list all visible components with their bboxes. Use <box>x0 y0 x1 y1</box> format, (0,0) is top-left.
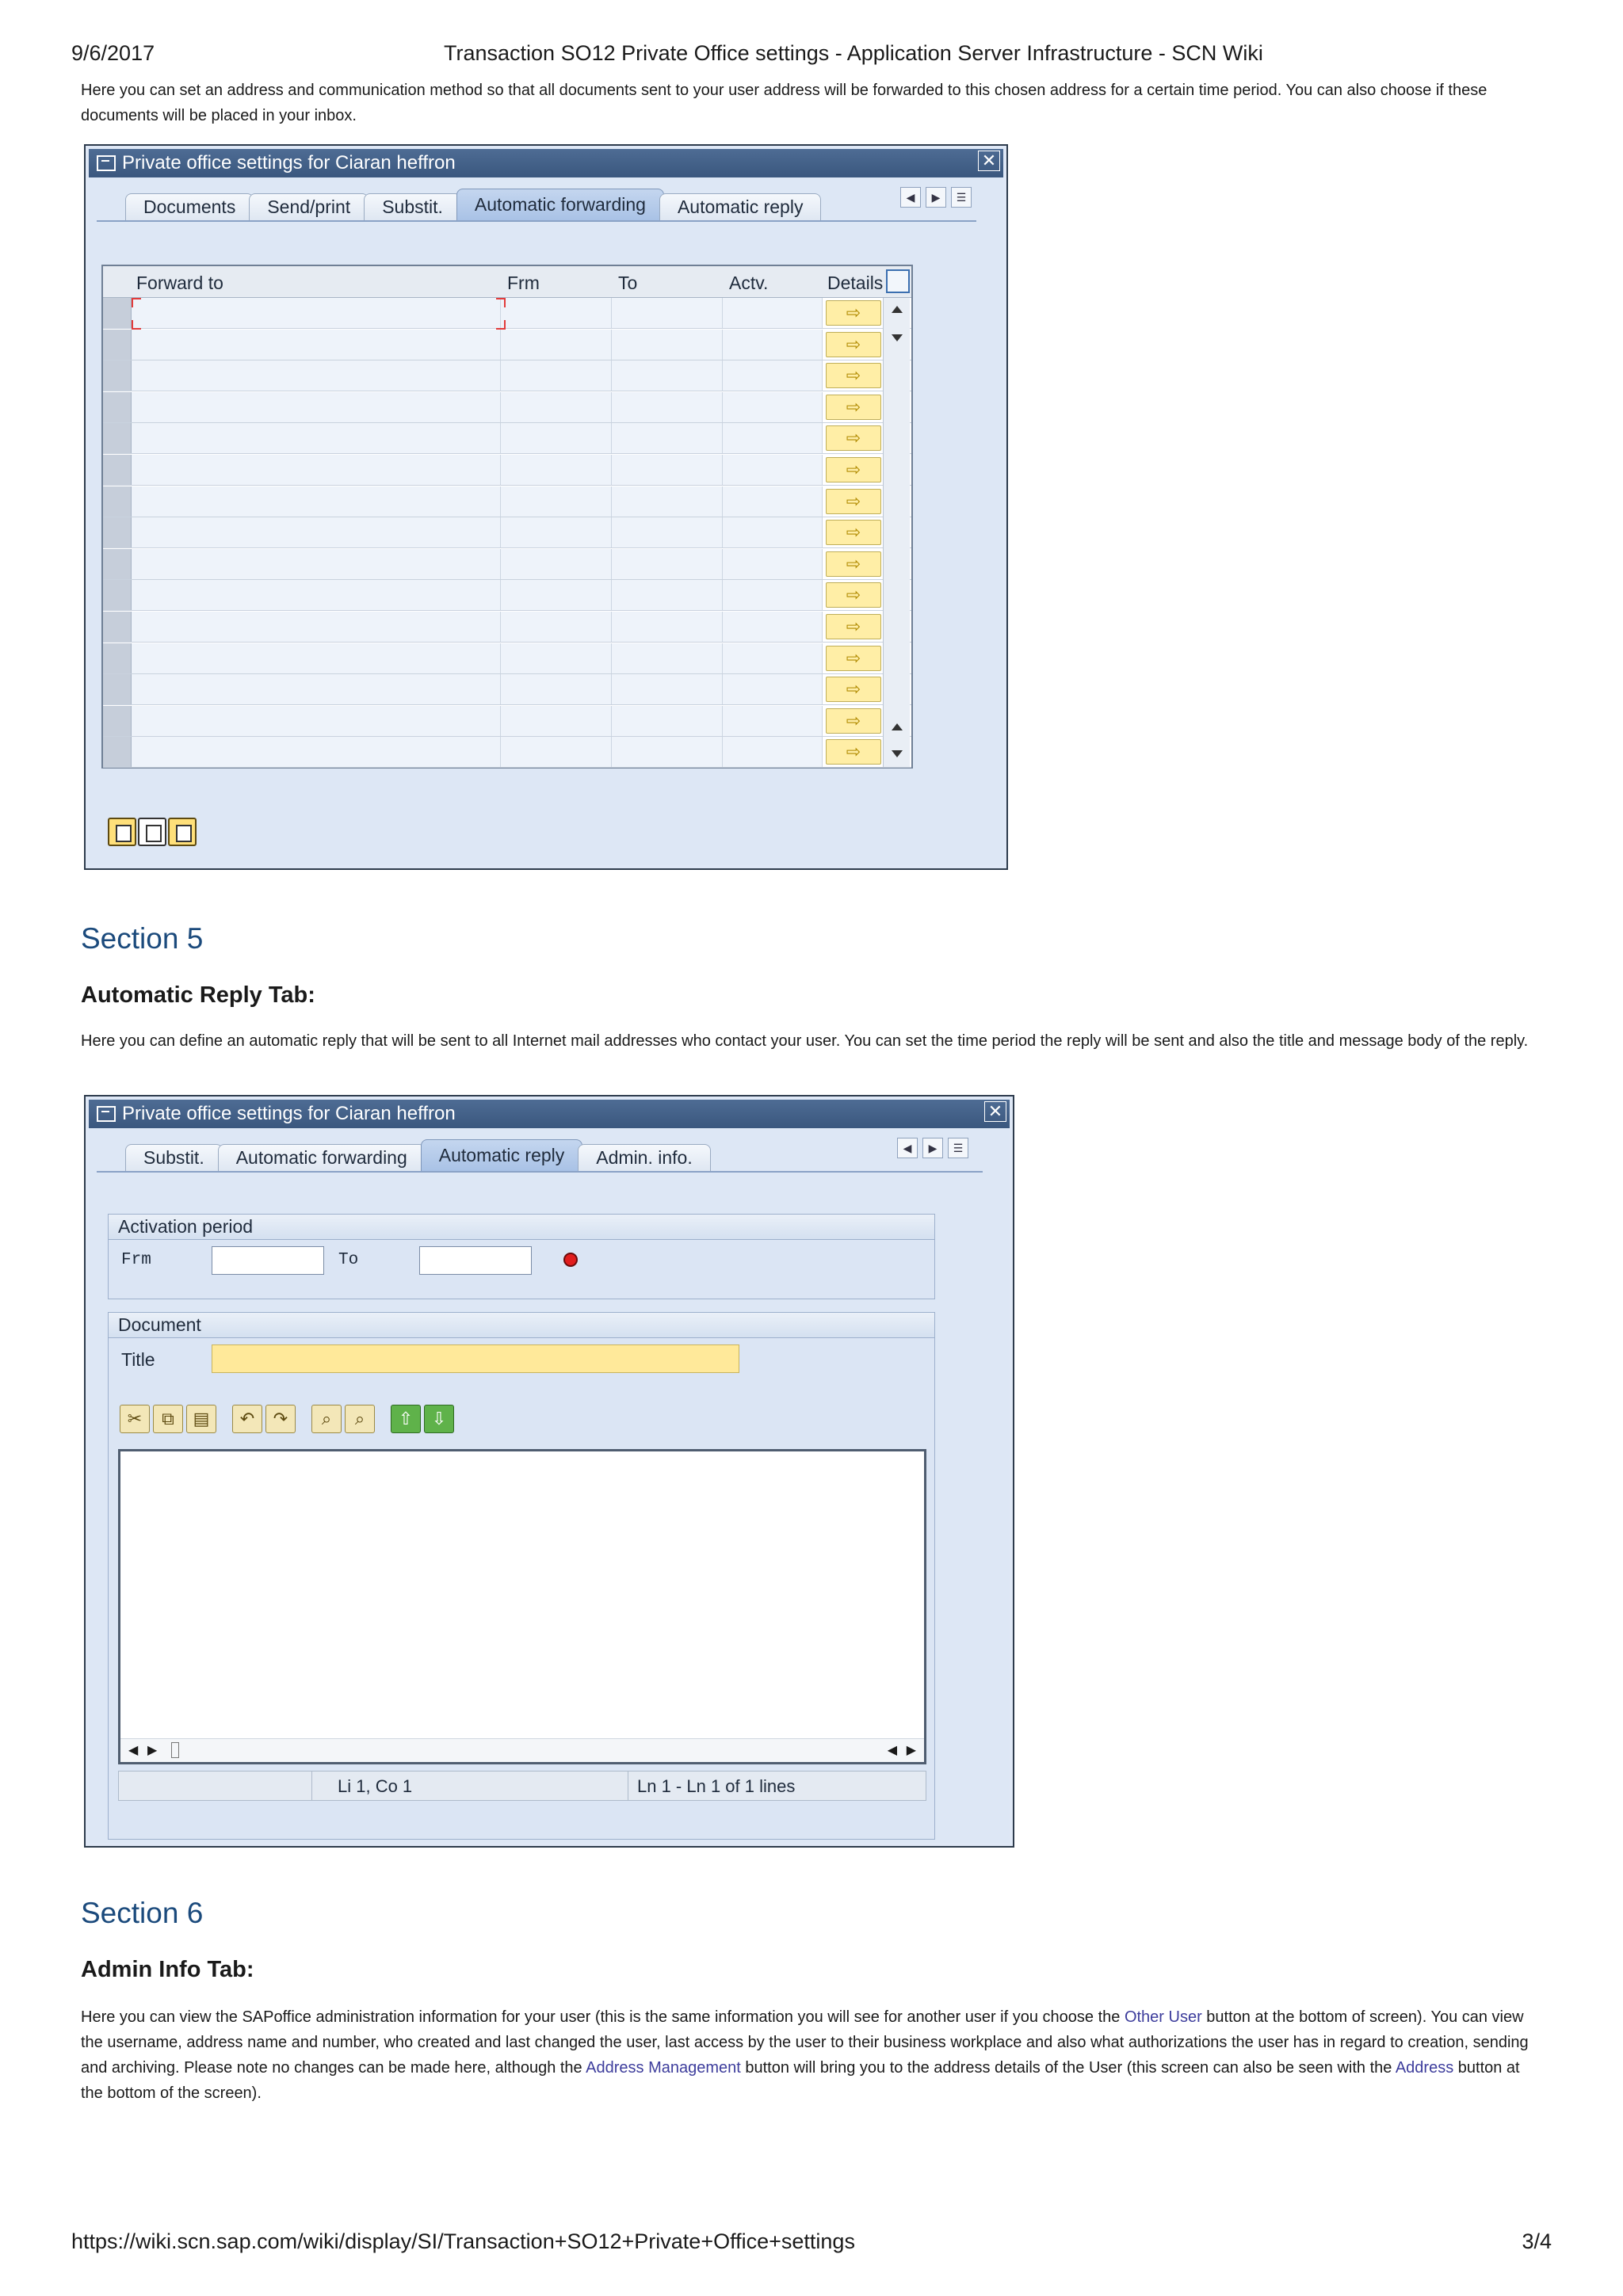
copy-icon[interactable]: ⧉ <box>153 1405 183 1433</box>
from-cell[interactable] <box>501 392 612 422</box>
close-icon[interactable]: ✕ <box>984 1101 1006 1122</box>
active-cell[interactable] <box>723 643 823 673</box>
title-input[interactable] <box>212 1344 739 1373</box>
table-row[interactable] <box>103 549 911 580</box>
table-row[interactable] <box>103 392 911 423</box>
window-title: Private office settings for Ciaran heffron <box>122 152 456 174</box>
to-cell[interactable] <box>612 392 723 422</box>
from-cell[interactable] <box>501 612 612 642</box>
scroll-right-icon[interactable]: ▶ <box>147 1744 158 1757</box>
vertical-scrollbar[interactable] <box>883 298 910 767</box>
forward-to-cell[interactable] <box>132 612 501 642</box>
section-6-heading: Section 6 <box>81 1897 204 1929</box>
tab-list-icon[interactable]: ☰ <box>948 1138 968 1158</box>
scroll-page-down-icon[interactable] <box>892 750 903 757</box>
arrow-right-icon[interactable]: ⇨ <box>826 425 881 451</box>
row-selector[interactable] <box>103 549 132 579</box>
tab-strip <box>101 1136 706 1171</box>
active-cell[interactable] <box>723 612 823 642</box>
section-5-heading: Section 5 <box>81 922 204 955</box>
from-cell[interactable] <box>501 706 612 736</box>
table-row[interactable] <box>103 643 911 674</box>
table-row[interactable] <box>103 486 911 517</box>
to-cell[interactable] <box>612 549 723 579</box>
status-lines: Ln 1 - Ln 1 of 1 lines <box>637 1776 796 1796</box>
active-cell[interactable] <box>723 360 823 391</box>
arrow-right-icon[interactable]: ⇨ <box>826 489 881 514</box>
window-title-bar <box>89 1100 1010 1128</box>
editor-status-bar <box>118 1771 926 1801</box>
tab-scroll-right-icon[interactable]: ▶ <box>926 187 946 208</box>
from-cell[interactable] <box>501 298 612 328</box>
tab-divider <box>97 220 976 222</box>
row-selector[interactable] <box>103 737 132 767</box>
table-header <box>103 266 911 298</box>
row-selector[interactable] <box>103 360 132 391</box>
status-cell-empty <box>119 1772 312 1800</box>
activation-period-group <box>108 1214 935 1299</box>
row-selector[interactable] <box>103 392 132 422</box>
activation-period-heading: Activation period <box>109 1215 934 1240</box>
address-link[interactable]: Address <box>1395 2059 1454 2077</box>
scroll-down-icon[interactable] <box>892 334 903 341</box>
table-row[interactable] <box>103 298 911 329</box>
forward-to-cell[interactable] <box>132 423 501 453</box>
editor-toolbar <box>120 1405 595 1435</box>
arrow-right-icon[interactable]: ⇨ <box>826 646 881 671</box>
forward-to-cell[interactable] <box>132 643 501 673</box>
header-title: Transaction SO12 Private Office settings - Application Server Infrastructure - SCN Wiki <box>444 41 1263 65</box>
document-group <box>108 1312 935 1840</box>
active-cell[interactable] <box>723 298 823 328</box>
edit-settings-icon[interactable] <box>108 818 136 846</box>
table-row[interactable] <box>103 455 911 486</box>
table-row[interactable] <box>103 423 911 454</box>
from-cell[interactable] <box>501 549 612 579</box>
table-settings-icon[interactable] <box>886 269 910 293</box>
arrow-right-icon[interactable]: ⇨ <box>826 395 881 420</box>
private-office-window-forwarding <box>84 144 1008 870</box>
from-cell[interactable] <box>501 517 612 547</box>
arrow-right-icon[interactable]: ⇨ <box>826 332 881 357</box>
document-heading: Document <box>109 1313 934 1338</box>
active-cell[interactable] <box>723 737 823 767</box>
active-cell[interactable] <box>723 517 823 547</box>
row-selector[interactable] <box>103 674 132 704</box>
to-label: To <box>338 1251 359 1269</box>
footer-page-number: 3/4 <box>1522 2229 1552 2253</box>
new-entry-icon[interactable] <box>138 818 166 846</box>
tab-scroll-left-icon[interactable]: ◀ <box>900 187 921 208</box>
from-cell[interactable] <box>501 423 612 453</box>
arrow-right-icon[interactable]: ⇨ <box>826 614 881 639</box>
section-5-paragraph: Here you can define an automatic reply that will be sent to all Internet mail addresses who contact your user. You can set the time period the reply will be sent and also the title and message body of the reply. <box>81 1032 1529 1050</box>
col-to[interactable]: To <box>618 273 638 293</box>
arrow-right-icon[interactable]: ⇨ <box>826 300 881 326</box>
from-cell[interactable] <box>501 580 612 610</box>
tab-divider <box>97 1171 983 1173</box>
to-cell[interactable] <box>612 612 723 642</box>
row-selector[interactable] <box>103 298 132 328</box>
tab-substit[interactable]: Substit. <box>364 193 461 220</box>
footer-url: https://wiki.scn.sap.com/wiki/display/SI/Transaction+SO12+Private+Office+settings <box>71 2229 855 2253</box>
arrow-right-icon[interactable]: ⇨ <box>826 363 881 388</box>
window-title-bar <box>89 149 1003 177</box>
tab-list-icon[interactable]: ☰ <box>951 187 972 208</box>
arrow-right-icon[interactable]: ⇨ <box>826 457 881 482</box>
message-body-editor[interactable] <box>118 1449 926 1764</box>
find-next-icon[interactable]: ⌕ <box>345 1405 375 1433</box>
window-icon <box>97 155 116 171</box>
tab-automatic-forwarding[interactable]: Automatic forwarding <box>218 1144 426 1171</box>
tab-scroll-right-icon[interactable]: ▶ <box>922 1138 943 1158</box>
find-icon[interactable]: ⌕ <box>311 1405 342 1433</box>
paste-icon[interactable]: ▤ <box>186 1405 216 1433</box>
arrow-right-icon[interactable]: ⇨ <box>826 708 881 734</box>
table-row[interactable] <box>103 330 911 360</box>
scroll-left-icon[interactable]: ◀ <box>128 1744 139 1757</box>
arrow-right-icon[interactable]: ⇨ <box>826 582 881 608</box>
to-cell[interactable] <box>612 360 723 391</box>
to-cell[interactable] <box>612 643 723 673</box>
active-cell[interactable] <box>723 392 823 422</box>
tab-scroll-left-icon[interactable]: ◀ <box>897 1138 918 1158</box>
tab-automatic-reply[interactable]: Automatic reply <box>659 193 822 220</box>
active-cell[interactable] <box>723 330 823 360</box>
to-date-input[interactable] <box>419 1246 532 1275</box>
scroll-right-end-icon[interactable]: ▶ <box>906 1744 916 1757</box>
tab-navigation <box>900 187 972 208</box>
tab-documents[interactable]: Documents <box>125 193 254 220</box>
from-cell[interactable] <box>501 330 612 360</box>
to-cell[interactable] <box>612 486 723 517</box>
col-from[interactable]: Frm <box>507 273 540 293</box>
from-cell[interactable] <box>501 737 612 767</box>
paragraph-text: Here you can view the SAPoffice administration information for your user (this is the same information you will see for another user if you choose the <box>81 2008 1125 2026</box>
forwarding-table <box>101 265 913 769</box>
row-selector[interactable] <box>103 706 132 736</box>
address-management-link[interactable]: Address Management <box>586 2059 741 2077</box>
section-6-paragraph <box>81 2004 1539 2106</box>
download-icon[interactable]: ⇩ <box>424 1405 454 1433</box>
row-selector[interactable] <box>103 423 132 453</box>
tab-substit[interactable]: Substit. <box>125 1144 223 1171</box>
scroll-thumb[interactable] <box>171 1742 179 1758</box>
tab-admin-info[interactable]: Admin. info. <box>578 1144 710 1171</box>
to-cell[interactable] <box>612 737 723 767</box>
window-title: Private office settings for Ciaran heffron <box>122 1103 456 1124</box>
from-label: Frm <box>121 1251 151 1269</box>
to-cell[interactable] <box>612 706 723 736</box>
col-active[interactable]: Actv. <box>729 273 769 293</box>
to-cell[interactable] <box>612 330 723 360</box>
arrow-right-icon[interactable]: ⇨ <box>826 520 881 545</box>
from-cell[interactable] <box>501 674 612 704</box>
active-cell[interactable] <box>723 486 823 517</box>
to-cell[interactable] <box>612 517 723 547</box>
intro-paragraph: Here you can set an address and communication method so that all documents sent to your user address will be forwarded to this chosen address for a certain time period. You can also choose if these documents will be placed in your inbox. <box>81 82 1487 124</box>
forward-to-cell[interactable] <box>132 392 501 422</box>
forward-to-cell[interactable] <box>132 706 501 736</box>
to-cell[interactable] <box>612 674 723 704</box>
tab-automatic-reply[interactable]: Automatic reply <box>421 1139 583 1171</box>
window-icon <box>97 1106 116 1122</box>
to-cell[interactable] <box>612 298 723 328</box>
active-cell[interactable] <box>723 580 823 610</box>
section-6-subheading: Admin Info Tab: <box>81 1957 254 1982</box>
row-selector[interactable] <box>103 580 132 610</box>
status-position: Li 1, Co 1 <box>338 1776 413 1796</box>
to-cell[interactable] <box>612 423 723 453</box>
from-cell[interactable] <box>501 643 612 673</box>
table-row[interactable] <box>103 706 911 737</box>
delete-entry-icon[interactable] <box>168 818 197 846</box>
focus-corner-bl <box>132 320 141 330</box>
from-date-input[interactable] <box>212 1246 324 1275</box>
other-user-link[interactable]: Other User <box>1124 2008 1202 2026</box>
focus-corner-tr <box>496 298 506 307</box>
cut-icon[interactable]: ✂ <box>120 1405 150 1433</box>
table-row[interactable] <box>103 580 911 611</box>
forward-to-cell[interactable] <box>132 580 501 610</box>
table-row[interactable] <box>103 737 911 768</box>
tab-strip <box>101 185 816 220</box>
forward-to-cell[interactable] <box>132 486 501 517</box>
upload-icon[interactable]: ⇧ <box>391 1405 421 1433</box>
focus-corner-br <box>496 320 506 330</box>
paragraph-text: button at the bottom of screen). You can view the username, address name and number, who created and last changed the user, last access by the user to their business workplace and also what authorizations the user has in regard to creation, sending and archiving. Please note no changes can be made here, although the <box>81 2008 1529 2077</box>
from-cell[interactable] <box>501 486 612 517</box>
scroll-up-icon[interactable] <box>892 306 903 313</box>
active-cell[interactable] <box>723 455 823 485</box>
table-row[interactable] <box>103 517 911 548</box>
section-5-subheading: Automatic Reply Tab: <box>81 982 315 1008</box>
close-icon[interactable]: ✕ <box>978 151 1000 171</box>
forward-to-cell[interactable] <box>132 360 501 391</box>
to-cell[interactable] <box>612 455 723 485</box>
inactive-status-icon <box>563 1253 578 1267</box>
scroll-page-up-icon[interactable] <box>892 723 903 730</box>
from-cell[interactable] <box>501 455 612 485</box>
row-selector[interactable] <box>103 486 132 517</box>
from-cell[interactable] <box>501 360 612 391</box>
forward-to-cell[interactable] <box>132 298 501 328</box>
tab-send-print[interactable]: Send/print <box>249 193 369 220</box>
table-row[interactable] <box>103 612 911 643</box>
forward-to-cell[interactable] <box>132 517 501 547</box>
table-body <box>103 298 911 767</box>
arrow-right-icon[interactable]: ⇨ <box>826 677 881 702</box>
table-row[interactable] <box>103 674 911 705</box>
active-cell[interactable] <box>723 706 823 736</box>
tab-automatic-forwarding[interactable]: Automatic forwarding <box>456 189 664 220</box>
row-selector[interactable] <box>103 330 132 360</box>
to-cell[interactable] <box>612 580 723 610</box>
forward-to-cell[interactable] <box>132 549 501 579</box>
undo-icon[interactable]: ↶ <box>232 1405 262 1433</box>
paragraph-text: button will bring you to the address details of the User (this screen can also be seen with the <box>740 2059 1396 2077</box>
row-selector[interactable] <box>103 643 132 673</box>
private-office-window-reply <box>84 1095 1014 1848</box>
row-selector[interactable] <box>103 612 132 642</box>
focus-corner-tl <box>132 298 141 307</box>
forward-to-cell[interactable] <box>132 330 501 360</box>
paragraph-text: button at the bottom of the screen). <box>81 2059 1520 2102</box>
forward-to-cell[interactable] <box>132 674 501 704</box>
row-selector[interactable] <box>103 517 132 547</box>
col-details[interactable]: Details <box>827 273 884 293</box>
col-forward-to[interactable]: Forward to <box>136 273 223 293</box>
header-date: 9/6/2017 <box>71 41 155 65</box>
redo-icon[interactable]: ↷ <box>265 1405 296 1433</box>
arrow-right-icon[interactable]: ⇨ <box>826 551 881 577</box>
active-cell[interactable] <box>723 674 823 704</box>
arrow-right-icon[interactable]: ⇨ <box>826 739 881 765</box>
scroll-left-end-icon[interactable]: ◀ <box>887 1744 897 1757</box>
row-selector[interactable] <box>103 455 132 485</box>
forward-to-cell[interactable] <box>132 455 501 485</box>
table-row[interactable] <box>103 360 911 391</box>
active-cell[interactable] <box>723 423 823 453</box>
active-cell[interactable] <box>723 549 823 579</box>
forward-to-cell[interactable] <box>132 737 501 767</box>
title-label: Title <box>121 1349 155 1370</box>
horizontal-scrollbar[interactable] <box>120 1738 924 1762</box>
tab-navigation <box>897 1138 968 1158</box>
